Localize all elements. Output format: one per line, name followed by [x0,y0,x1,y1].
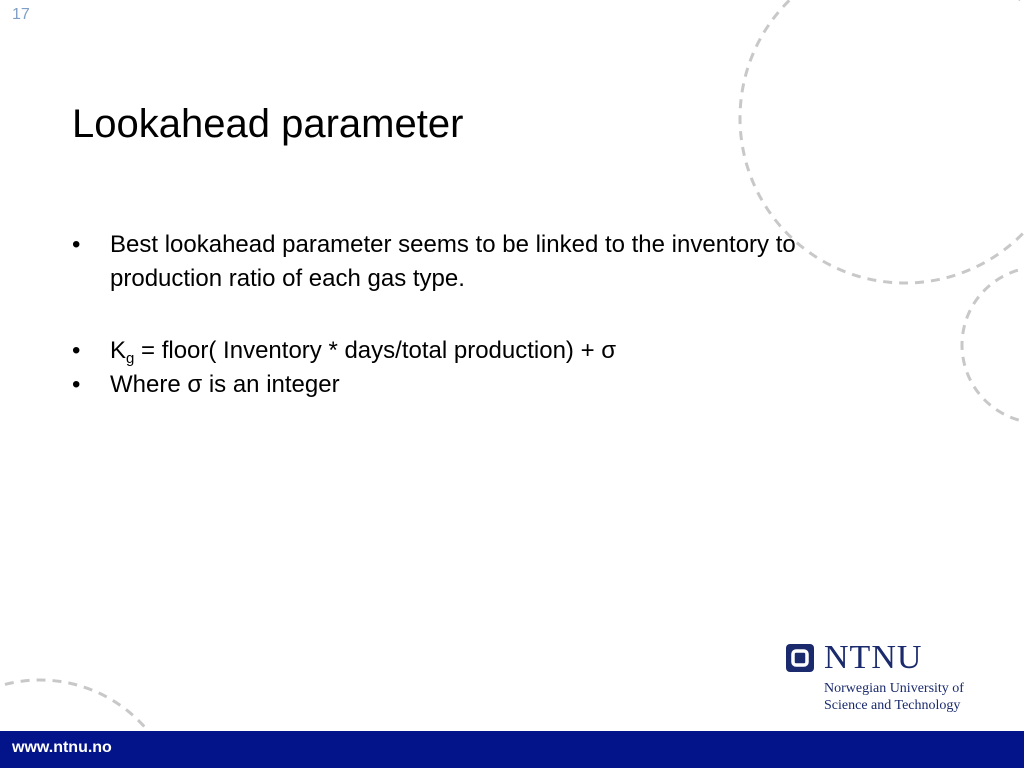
bullet-marker: • [72,231,81,258]
bullet-list [72,228,912,402]
slide-number: 17 [12,6,30,23]
logo-subtitle-line-1: Norwegian University of [824,681,964,696]
bullet-text: Best lookahead parameter seems to be linked to the inventory to production ratio of each gas type. [110,231,796,292]
logo-name: NTNU [824,639,923,676]
bullet-item-formula [72,334,912,368]
right-dashed-circle [962,267,1024,423]
ntnu-logo [786,639,1016,718]
slide-title: Lookahead parameter [72,102,464,146]
formula-expression: = floor( Inventory * days/total production) + σ [134,337,617,364]
bullet-marker: • [72,371,81,398]
footer-url: www.ntnu.no [12,739,112,756]
bullet-text: Where σ is an integer [110,371,340,398]
bullet-marker: • [72,337,81,364]
footer-bar [0,731,1024,768]
formula-subscript: g [126,350,135,367]
formula-variable: K [110,337,127,364]
bullet-item [72,228,912,296]
ntnu-logo-mark-icon [786,644,814,672]
logo-subtitle-line-2: Science and Technology [824,698,961,713]
bullet-item [72,368,912,402]
